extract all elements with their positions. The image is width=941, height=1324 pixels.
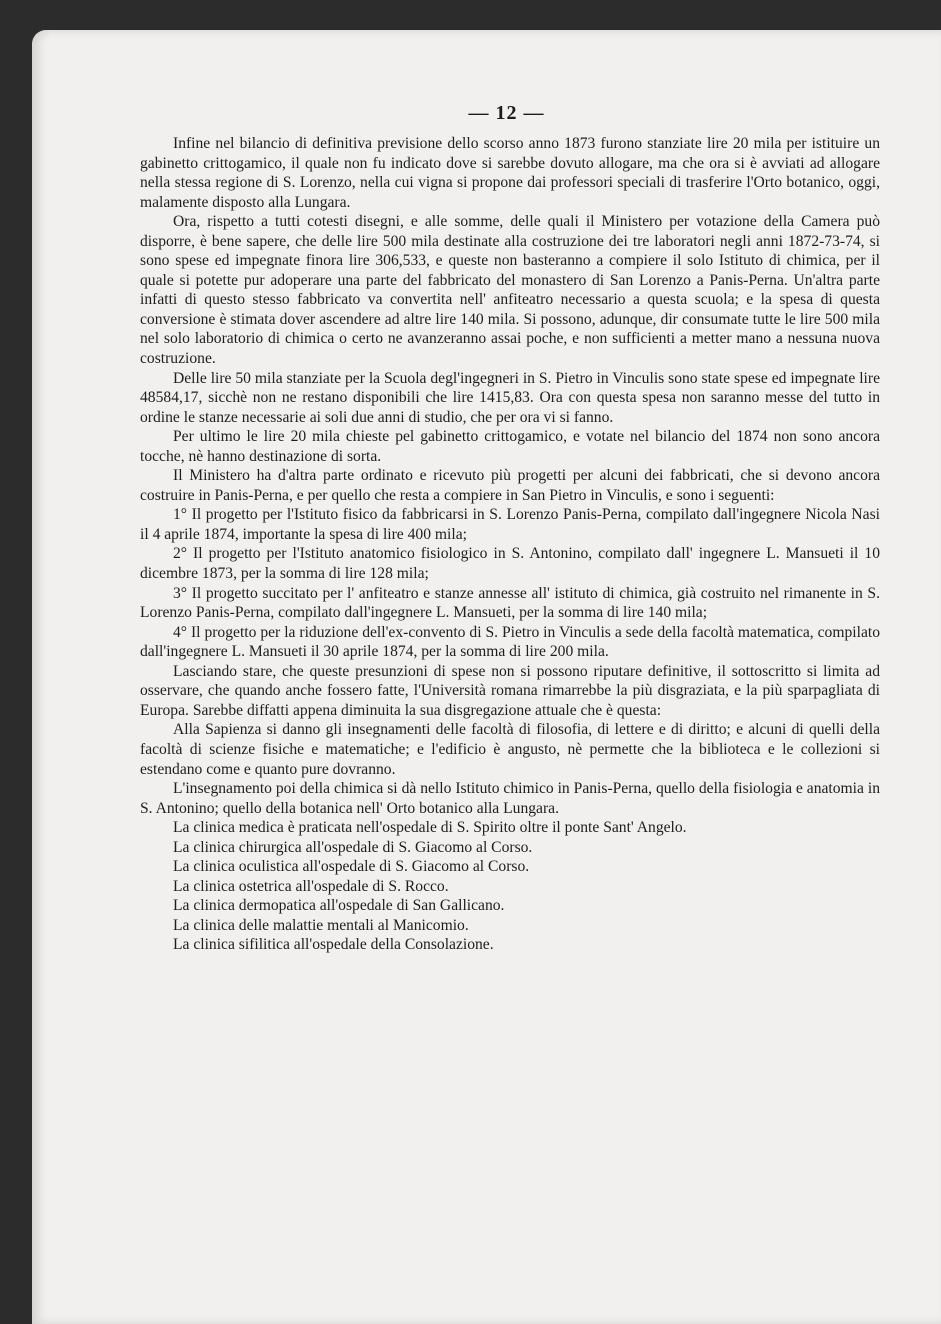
page-number: — 12 — — [468, 102, 545, 124]
project-item: 4° Il progetto per la riduzione dell'ex-convento di S. Pietro in Vinculis a sede della facoltà matematica, compilato dall'ingegnere L. Mansueti il 30 aprile 1874, per la somma di lire 200 mila. — [140, 623, 880, 661]
paragraph: Lasciando stare, che queste presunzioni di spese non si possono riputare definitive, il sottoscritto si limita ad osservare, che quando anche fossero fatte, l'Università romana rimarrebbe la più disgraziata, e la più sparpagliata di Europa. Sarebbe diffatti appena diminuita la sua disgregazione attuale che è questa: — [140, 662, 880, 719]
paragraph: Alla Sapienza si danno gli insegnamenti delle facoltà di filosofia, di lettere e di diritto; e alcuni di quelli della facoltà di scienze fisiche e matematiche; e l'edificio è angusto, nè permette che la biblioteca e le collezioni si estendano come e quanto pure dovranno. — [140, 721, 880, 778]
paragraph: Il Ministero ha d'altra parte ordinato e ricevuto più progetti per alcuni dei fabbricati, che si devono ancora costruire in Panis-Perna, e per quello che resta a compiere in San Pietro in Vinculis, e sono i seguenti: — [140, 467, 880, 504]
clinic-line: La clinica dermopatica all'ospedale di San Gallicano. — [173, 897, 505, 915]
project-item: 2° Il progetto per l'Istituto anatomico fisiologico in S. Antonino, compilato dall' ingegnere L. Mansueti il 10 dicembre 1873, per la somma di lire 128 mila; — [140, 545, 880, 583]
project-item: 1° Il progetto per l'Istituto fisico da fabbricarsi in S. Lorenzo Panis-Perna, compilato dall'ingegnere Nicola Nasi il 4 aprile 1874, importante la spesa di lire 400 mila; — [140, 506, 880, 543]
clinic-line: La clinica medica è praticata nell'ospedale di S. Spirito oltre il ponte Sant' Angelo. — [173, 819, 687, 837]
clinic-line: La clinica delle malattie mentali al Manicomio. — [173, 916, 469, 934]
clinic-line: La clinica chirurgica all'ospedale di S. Giacomo al Corso. — [173, 838, 533, 856]
paragraph: L'insegnamento poi della chimica si dà nello Istituto chimico in Panis-Perna, quello della fisiologia e anatomia in S. Antonino; quello della botanica nell' Orto botanico alla Lungara. — [140, 780, 880, 817]
clinic-line: La clinica sifilitica all'ospedale della Consolazione. — [173, 936, 494, 954]
clinic-list — [140, 818, 880, 955]
clinic-line: La clinica oculistica all'ospedale di S. Giacomo al Corso. — [173, 858, 530, 876]
paragraph: Infine nel bilancio di definitiva previsione dello scorso anno 1873 furono stanziate lire 20 mila per istituire un gabinetto crittogamico, il quale non fu indicato dove si sarebbe dovuto allogare, ma che ora si è avviati ad allogare nella stessa regione di S. Lorenzo, nella cui vigna si propone dai professori speciali di trasferire l'Orto botanico, oggi, malamente disposto alla Lungara. — [140, 135, 880, 211]
document-page — [32, 30, 941, 1324]
paragraph: Per ultimo le lire 20 mila chieste pel gabinetto crittogamico, e votate nel bilancio del 1874 non sono ancora tocche, nè hanno destinazione di sorta. — [140, 428, 880, 465]
paragraph: Ora, rispetto a tutti cotesti disegni, e alle somme, delle quali il Ministero per votazione della Camera può disporre, è bene sapere, che delle lire 500 mila destinate alla costruzione dei tre laboratori negli anni 1872-73-74, si sono spese ed impegnate finora lire 306,533, e queste non basteranno a compiere il solo Istituto di chimica, per il quale si potette pur adoperare una parte del fabbricato del monastero di San Lorenzo a Panis-Perna. Un'altra parte infatti di questo stesso fabbricato va convertita nell' anfiteatro necessario a questa scuola; e la spesa di questa conversione è stimata dover ascendere ad altre lire 140 mila. Si possono, adunque, dir consumate tutte le lire 500 mila nel solo laboratorio di chimica o certo ne avanzeranno assai poche, e non sufficienti a metter mano a nessuna nuova costruzione. — [140, 213, 880, 368]
project-item: 3° Il progetto succitato per l' anfiteatro e stanze annesse all' istituto di chimica, già costruito nel rimanente in S. Lorenzo Panis-Perna, compilato dall'ingegnere L. Mansueti, per la somma di lire 140 mila; — [140, 584, 880, 622]
body-text — [140, 134, 880, 955]
paragraph: Delle lire 50 mila stanziate per la Scuola degl'ingegneri in S. Pietro in Vinculis sono state spese ed impegnate lire 48584,17, sicchè non ne restano disponibili che lire 1415,83. Ora con questa spesa non saranno messe del tutto in ordine le stanze necessarie ai soli due anni di studio, che per ora vi si fanno. — [140, 369, 880, 426]
clinic-line: La clinica ostetrica all'ospedale di S. Rocco. — [173, 877, 449, 895]
